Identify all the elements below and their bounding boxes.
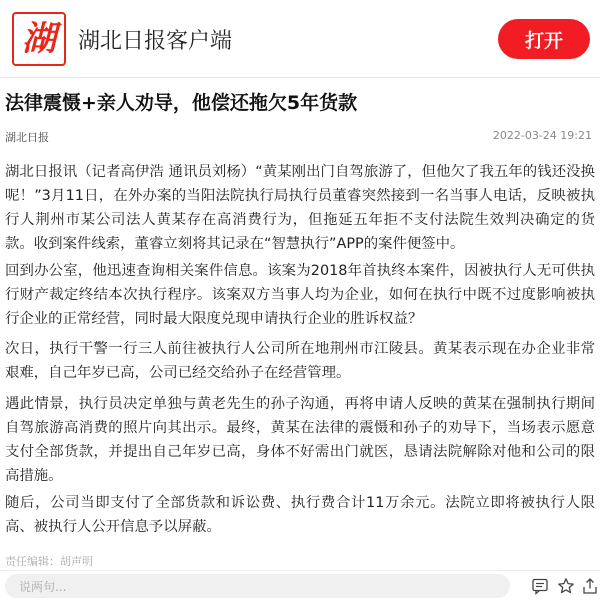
comment-input[interactable]: 说两句... — [5, 574, 510, 598]
article-paragraph: 次日，执行干警一行三人前往被执行人公司所在地荆州市江陵县。黄某表示现在办企业非常艰难，自己年岁已高，公司已经交给孙子在经营管理。 — [5, 341, 595, 381]
open-app-button[interactable]: 打开 — [498, 19, 590, 59]
article-title: 法律震慑+亲人劝导，他偿还拖欠5年货款 — [5, 92, 358, 114]
star-icon[interactable] — [556, 576, 576, 596]
responsible-editor: 责任编辑：胡声明 — [5, 555, 93, 568]
app-logo[interactable] — [12, 12, 66, 66]
comment-bar — [0, 570, 600, 600]
app-banner — [0, 0, 600, 78]
article-timestamp: 2022-03-24 19:21 — [492, 129, 592, 142]
article-paragraph: 随后，公司当即支付了全部货款和诉讼费、执行费合计11万余元。法院立即将被执行人限高、被执行人公开信息予以屏蔽。 — [5, 495, 595, 535]
article-paragraph: 遇此情景，执行员决定单独与黄老先生的孙子沟通，再将申请人反映的黄某在强制执行期间自驾旅游高消费的照片向其出示。最终，黄某在法律的震慑和孙子的劝导下，当场表示愿意支付全部货款，并提出自己年岁已高，身体不好需出门就医，恳请法院解除对他和公司的限高措施。 — [5, 396, 595, 484]
comment-icon[interactable] — [530, 576, 550, 596]
app-name: 湖北日报客户端 — [78, 29, 233, 54]
logo-glyph: 湖 — [22, 19, 56, 59]
share-icon[interactable] — [580, 576, 600, 596]
article-paragraph: 湖北日报讯（记者高伊浩 通讯员刘杨）“黄某刚出门自驾旅游了，但他欠了我五年的钱还没换呢！”3月11日，在外办案的当阳法院执行局执行员董睿突然接到一名当事人电话，反映被执行人荆州市某公司法人黄某存在高消费行为，但拖延五年拒不支付法院生效判决确定的货款。收到案件线索，董睿立刻将其记录在“智慧执行”APP的案件便签中。 — [5, 164, 595, 252]
article-paragraph: 回到办公室，他迅速查询相关案件信息。该案为2018年首执终本案件，因被执行人无可供执行财产裁定终结本次执行程序。该案双方当事人均为企业，如何在执行中既不过度影响被执行企业的正常经营，同时最大限度兑现申请执行企业的胜诉权益？ — [5, 263, 595, 327]
article-source[interactable]: 湖北日报 — [5, 131, 49, 144]
